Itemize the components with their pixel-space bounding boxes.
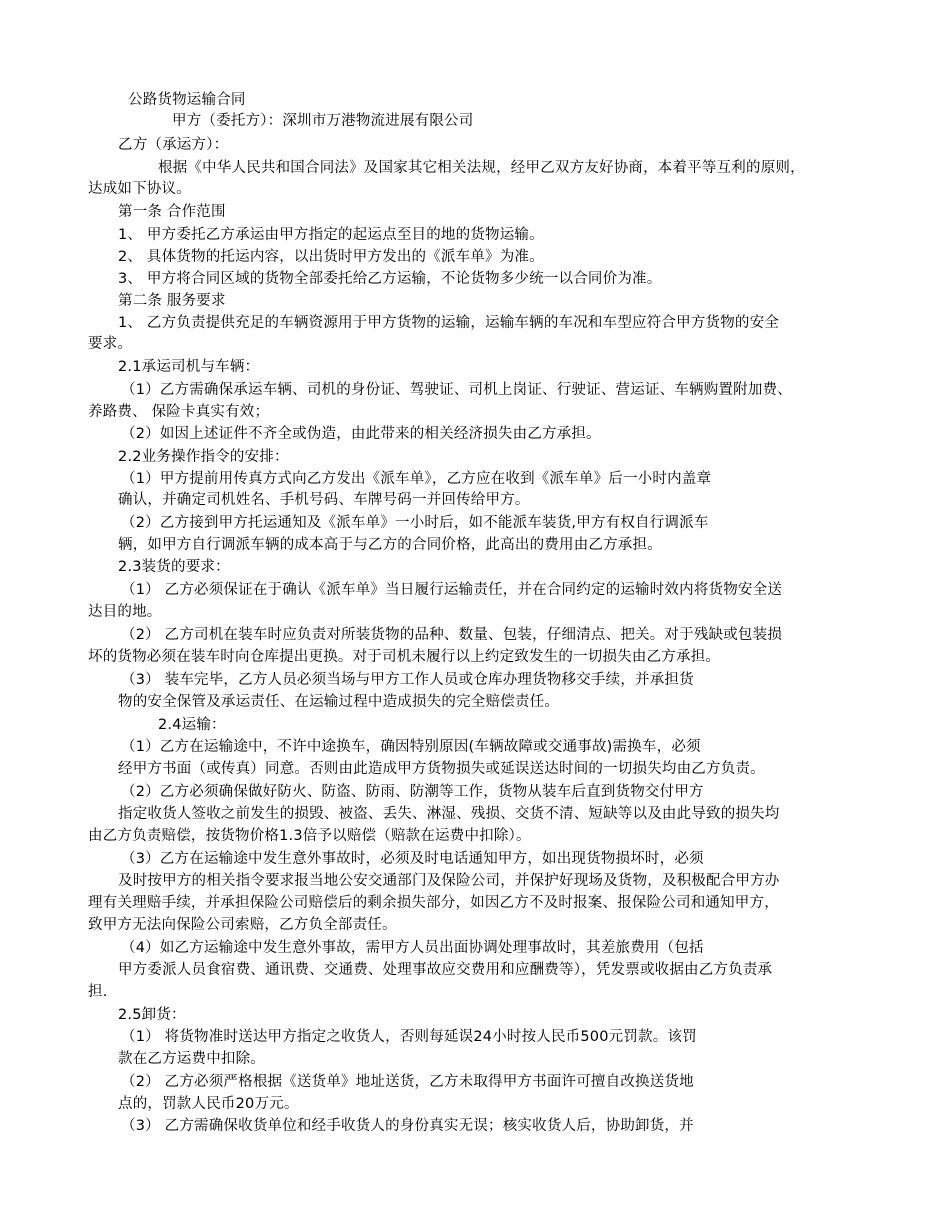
text-line: 3、 甲方将合同区域的货物全部委托给乙方运输，不论货物多少统一以合同价为准。	[118, 271, 662, 287]
text-line: 及时按甲方的相关指令要求报当地公安交通部门及保险公司，并保护好现场及货物，及积极配合甲方办	[118, 873, 780, 889]
text-line: 理有关理赔手续，并承担保险公司赔偿后的剩余损失部分，如因乙方不及时报案、报保险公司和通知甲方，	[88, 895, 779, 911]
subsection-heading: 2.4运输：	[158, 717, 226, 733]
text-line: （1）甲方提前用传真方式向乙方发出《派车单》，乙方应在收到《派车单》后一小时内盖章	[121, 471, 712, 487]
subsection-heading: 2.3装货的要求：	[118, 559, 230, 575]
text-line: 要求。	[88, 336, 133, 352]
contract-title: 公路货物运输合同	[128, 92, 246, 108]
text-line: 指定收货人签收之前发生的损毁、被盗、丢失、淋湿、残损、交货不清、短缺等以及由此导致的损失均	[118, 806, 780, 822]
text-line: 确认，并确定司机姓名、手机号码、车牌号码一并回传给甲方。	[118, 492, 530, 508]
text-line: 1、 甲方委托乙方承运由甲方指定的起运点至目的地的货物运输。	[118, 227, 544, 243]
text-line: （2）乙方接到甲方托运通知及《派车单》一小时后，如不能派车装货,甲方有权自行调派车	[121, 515, 709, 531]
party-a-line: 甲方（委托方）：深圳市万港物流进展有限公司	[172, 113, 474, 129]
text-line: （4）如乙方运输途中发生意外事故，需甲方人员出面协调处理事故时，其差旅费用（包括	[121, 940, 704, 956]
text-line: 由乙方负责赔偿，按货物价格1.3倍予以赔偿（赔款在运费中扣除）。	[88, 828, 531, 844]
text-line: 担.	[88, 984, 108, 1000]
text-line: 2、 具体货物的托运内容，以出货时甲方发出的《派车单》为准。	[118, 249, 544, 265]
text-line: （2） 乙方必须严格根据《送货单》地址送货，乙方未取得甲方书面许可擅自改换送货地	[121, 1074, 694, 1090]
text-line: （2） 乙方司机在装车时应负责对所装货物的品种、数量、包装，仔细清点、把关。对于残缺或包装损	[121, 627, 783, 643]
text-line: 坏的货物必须在装车时向仓库提出更换。对于司机未履行以上约定致发生的一切损失由乙方承担。	[88, 649, 721, 665]
section-heading: 第一条 合作范围	[118, 204, 226, 220]
text-line: （2）乙方必须确保做好防火、防盗、防雨、防潮等工作，货物从装车后直到货物交付甲方	[121, 784, 704, 800]
text-line: 点的，罚款人民币20万元。	[118, 1096, 299, 1112]
text-line: 款在乙方运费中扣除。	[118, 1051, 265, 1067]
text-line: 致甲方无法向保险公司索赔，乙方负全部责任。	[88, 917, 397, 933]
text-line: 根据《中华人民共和国合同法》及国家其它相关法规，经甲乙双方友好协商，本着平等互利的原则，	[158, 160, 805, 176]
text-line: （1）乙方需确保承运车辆、司机的身份证、驾驶证、司机上岗证、行驶证、营运证、车辆购置附加费、	[121, 382, 792, 398]
subsection-heading: 2.5卸货：	[118, 1007, 186, 1023]
section-heading: 第二条 服务要求	[118, 293, 226, 309]
subsection-heading: 2.2业务操作指令的安排：	[118, 449, 289, 465]
text-line: （2）如因上述证件不齐全或伪造，由此带来的相关经济损失由乙方承担。	[121, 426, 601, 442]
text-line: 达目的地。	[88, 604, 162, 620]
text-line: 养路费、 保险卡真实有效；	[88, 404, 270, 420]
text-line: （1）乙方在运输途中，不许中途换车，确因特别原因(车辆故障或交通事故)需换车，必须	[121, 739, 701, 755]
text-line: 达成如下协议。	[88, 181, 191, 197]
text-line: 1、 乙方负责提供充足的车辆资源用于甲方货物的运输，运输车辆的车况和车型应符合甲方货物的安全	[118, 315, 780, 331]
subsection-heading: 2.1承运司机与车辆：	[118, 359, 260, 375]
text-line: （3）乙方在运输途中发生意外事故时，必须及时电话通知甲方，如出现货物损坏时，必须	[121, 851, 704, 867]
text-line: 甲方委派人员食宿费、通讯费、交通费、处理事故应交费用和应酬费等），凭发票或收据由乙方负责承	[118, 962, 773, 978]
text-line: （3） 乙方需确保收货单位和经手收货人的身份真实无误；核实收货人后，协助卸货，并	[121, 1118, 694, 1134]
party-b-line: 乙方（承运方）：	[118, 137, 229, 153]
text-line: （1） 将货物准时送达甲方指定之收货人，否则每延误24小时按人民币500元罚款。该罚	[121, 1029, 697, 1045]
text-line: 物的安全保管及承运责任、在运输过程中造成损失的完全赔偿责任。	[118, 694, 559, 710]
text-line: 经甲方书面（或传真）同意。否则由此造成甲方货物损失或延误送达时间的一切损失均由乙方负责。	[118, 761, 765, 777]
text-line: 辆，如甲方自行调派车辆的成本高于与乙方的合同价格，此高出的费用由乙方承担。	[118, 537, 662, 553]
text-line: （1） 乙方必须保证在于确认《派车单》当日履行运输责任，并在合同约定的运输时效内将货物安全送	[121, 582, 783, 598]
text-line: （3） 装车完毕，乙方人员必须当场与甲方工作人员或仓库办理货物移交手续，并承担货	[121, 672, 694, 688]
